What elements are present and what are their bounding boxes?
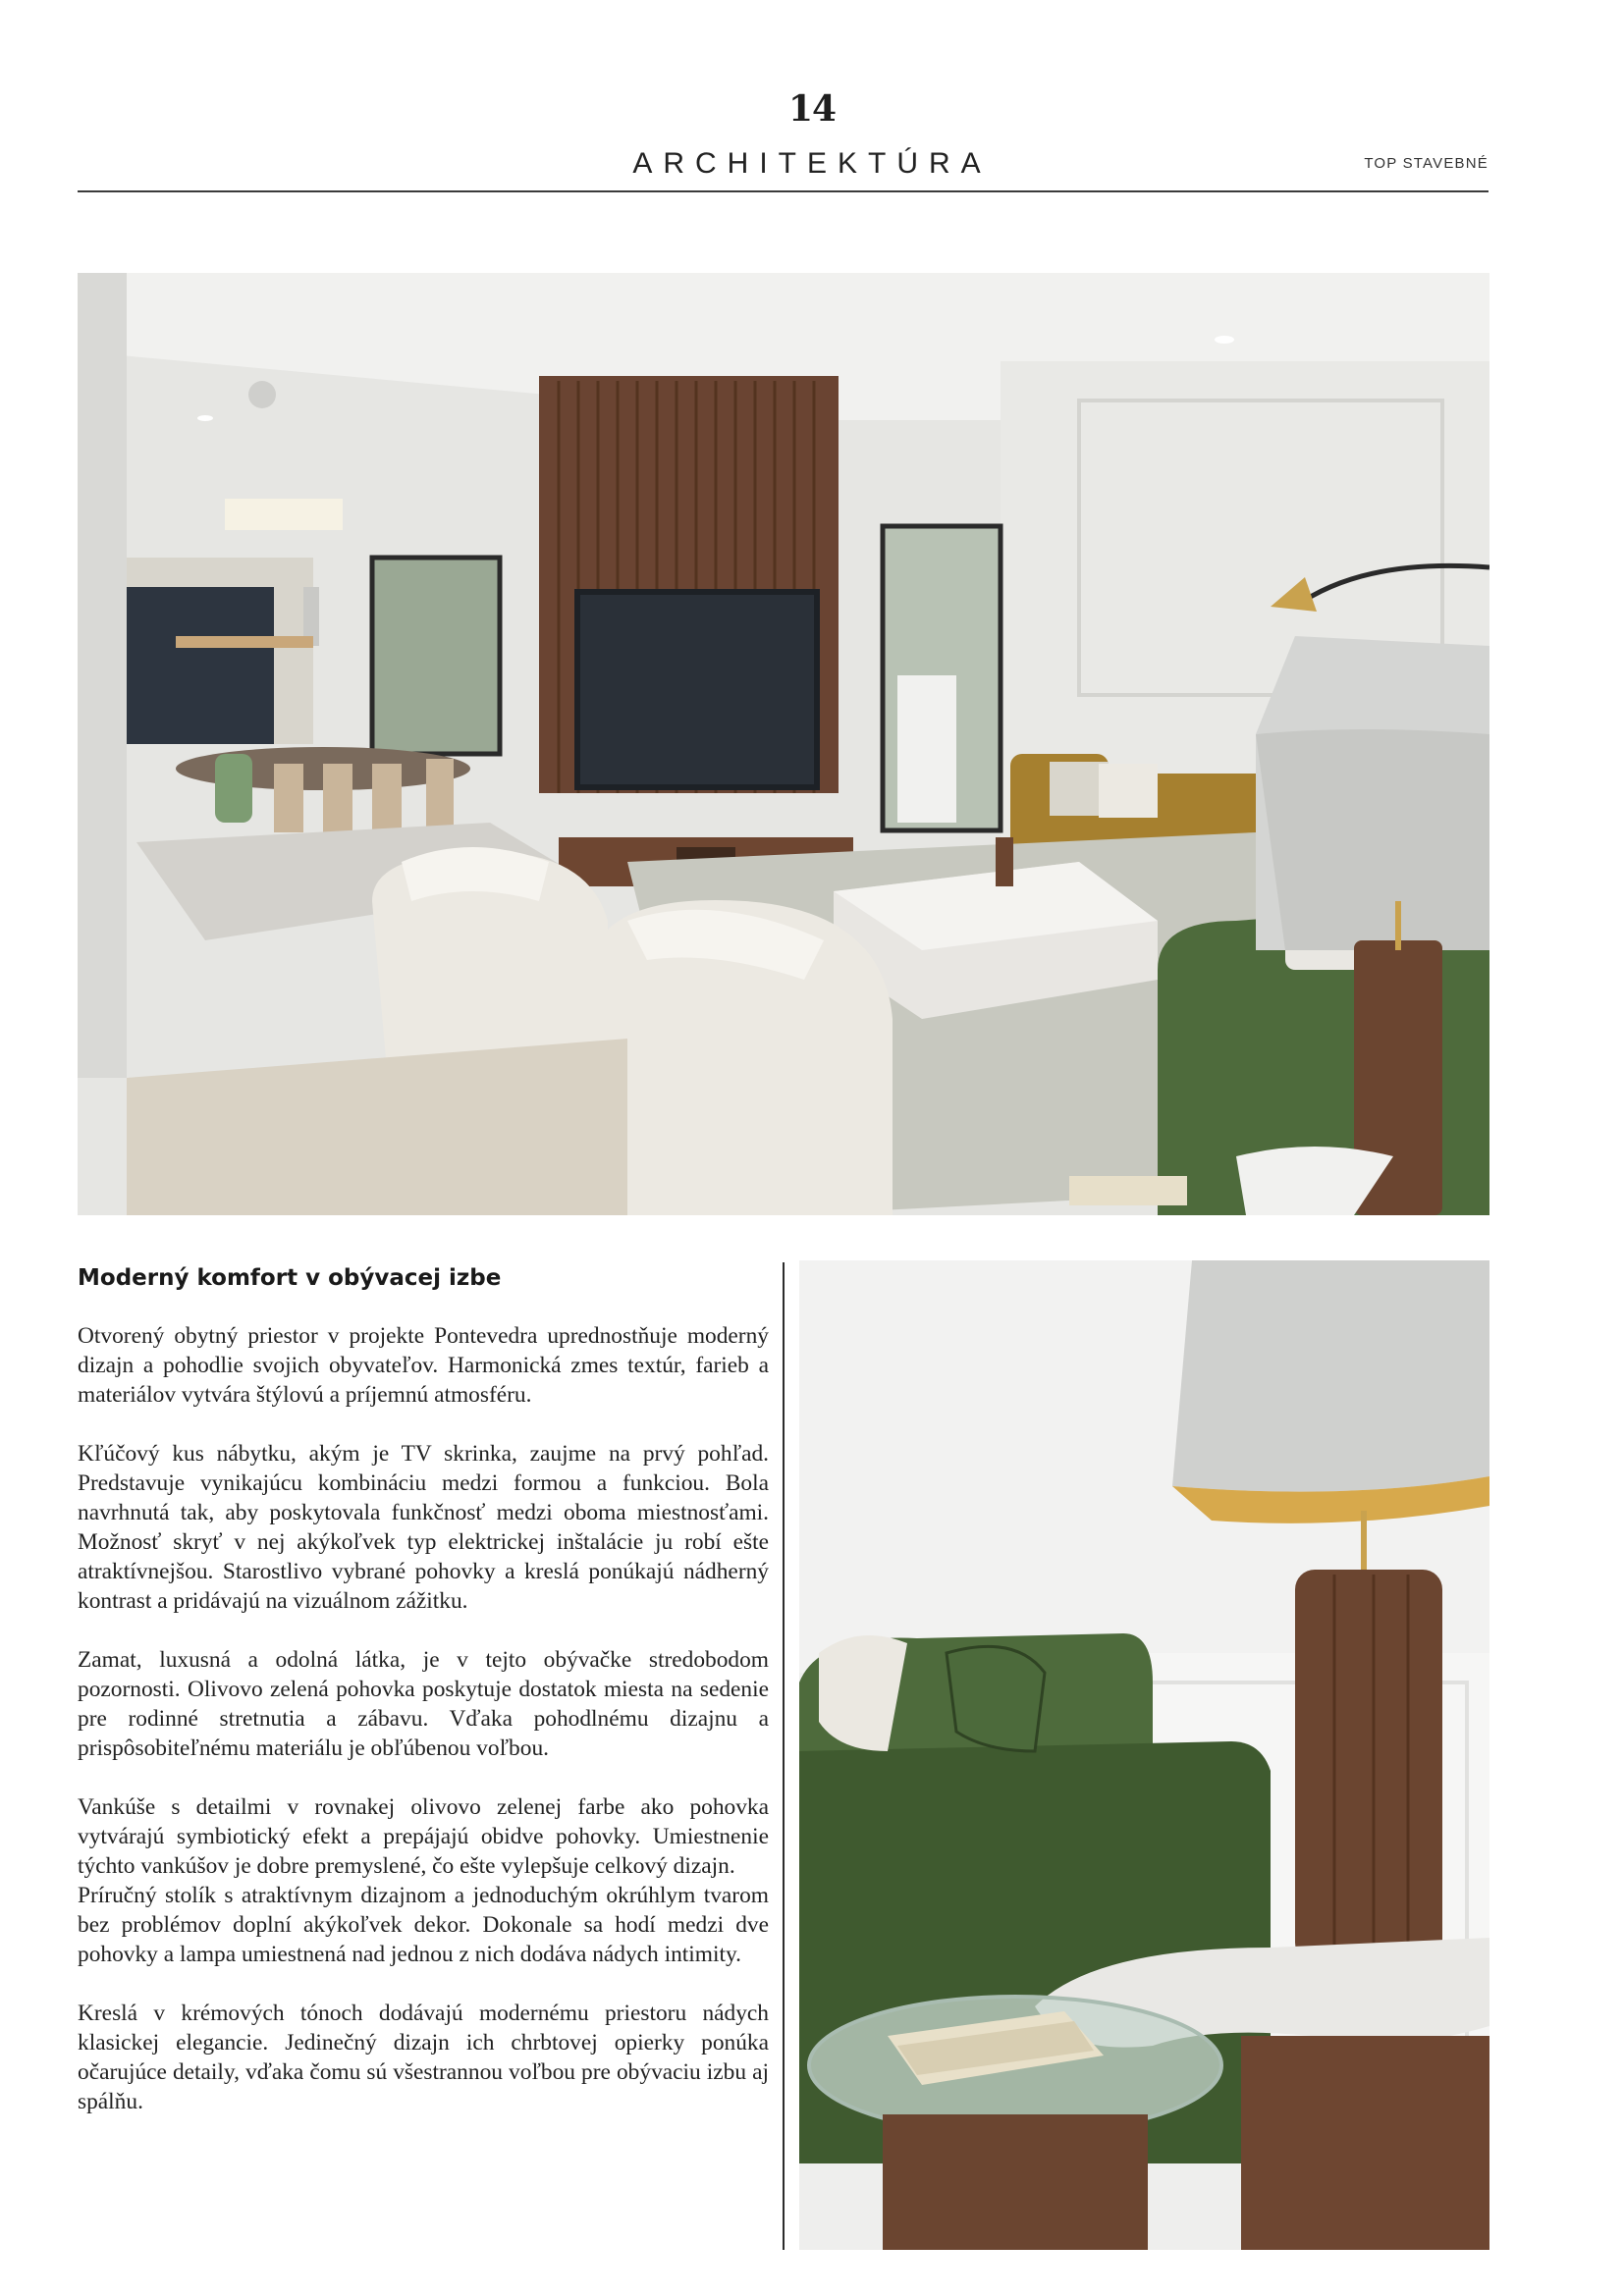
paragraph-armchairs: Kreslá v krémových tónoch dodávajú modernému priestoru nádych klasickej elegancie. Jedinečný dizajn ich chrbtovej opierky ponúka očarujúce detaily, vďaka čomu sú všestrannou voľbou pre obývaciu izbu aj spálňu. [78, 2001, 769, 2114]
living-room-illustration [78, 273, 1489, 1215]
publication-name: TOP STAVEBNÉ [1364, 155, 1489, 172]
paragraph-velvet: Zamat, luxusná a odolná látka, je v tejto obývačke stredobodom pozornosti. Olivovo zelená pohovka poskytuje dostatok miesta na sedenie pre rodinné stretnutia a zábavu. Vďaka pohodlnému dizajnu a prispôsobiteľnému materiálu je obľúbenou voľbou. [78, 1647, 769, 1761]
column-divider [783, 1262, 785, 2250]
paragraph-tv-cabinet: Kľúčový kus nábytku, akým je TV skrinka, zaujme na prvý pohľad. Predstavuje vynikajúcu kombináciu medzi formou a funkciou. Bola navrhnutá tak, aby poskytovala funkčnosť medzi oboma miestnosťami. Možnosť skryť v nej akýkoľvek typ elektrickej inštalácie ju robí ešte atraktívnejšou. Starostlivo vybrané pohovky a kreslá ponúkajú nádherný kontrast a pridávajú na vizuálnom zážitku. [78, 1441, 769, 1614]
paragraph-side-table: Príručný stolík s atraktívnym dizajnom a jednoduchým okrúhlym tvarom bez problémov doplní akýkoľvek dekor. Dokonale sa hodí medzi dve pohovky a lampa umiestnená nad jednou z nich dodáva nádych intimity. [78, 1883, 769, 1967]
lamp-side-table-photo [799, 1260, 1489, 2250]
header-divider [78, 190, 1489, 192]
paragraph-intro: Otvorený obytný priestor v projekte Pontevedra uprednostňuje moderný dizajn a pohodlie svojich obyvateľov. Harmonická zmes textúr, farieb a materiálov vytvára štýlovú a príjemnú atmosféru. [78, 1323, 769, 1408]
article-heading: Moderný komfort v obývacej izbe [78, 1265, 502, 1291]
page-number: 14 [787, 88, 837, 130]
section-title: ARCHITEKTÚRA [632, 147, 992, 180]
article-body [78, 1262, 769, 2116]
living-room-photo [78, 273, 1489, 1215]
lamp-side-table-illustration [799, 1260, 1489, 2250]
paragraph-cushions: Vankúše s detailmi v rovnakej olivovo zelenej farbe ako pohovka vytvárajú symbiotický efekt a prepájajú obidve pohovky. Umiestnenie týchto vankúšov je dobre premyslené, čo ešte vylepšuje celkový dizajn. [78, 1794, 769, 1879]
